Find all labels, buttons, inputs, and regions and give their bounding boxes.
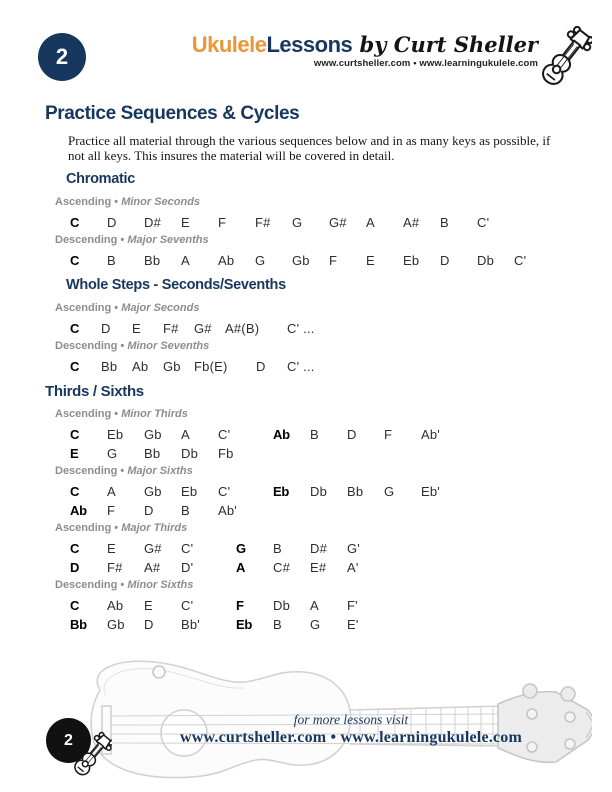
note-cell: A (236, 560, 246, 575)
note-cell: Gb (163, 359, 181, 374)
note-cell: F (107, 503, 116, 518)
footer-ukulele-doodle-icon (70, 730, 112, 784)
section-heading: Chromatic (66, 171, 136, 187)
note-cell: C' (181, 598, 194, 613)
note-cell: Bb (144, 446, 161, 461)
note-cell: Db (310, 484, 328, 499)
note-cell: A#(B) (225, 321, 260, 336)
note-cell: G (310, 617, 321, 632)
note-cell: D (256, 359, 266, 374)
gap-spacer (256, 321, 287, 337)
page-number-badge (38, 33, 86, 81)
sequence-interval: Major Thirds (121, 522, 188, 534)
sequence-label (55, 234, 572, 246)
note-cell: D (144, 503, 154, 518)
note-cell: E (107, 541, 116, 556)
sequence-direction: Ascending (55, 196, 112, 208)
gap-spacer (218, 541, 236, 557)
note-cell: Eb (403, 253, 420, 268)
note-cell: E (132, 321, 141, 336)
note-cell: C' ... (287, 321, 315, 336)
sequence-direction: Descending (55, 234, 118, 246)
note-row (70, 215, 572, 231)
note-cell: D (347, 427, 357, 442)
note-cell: G (107, 446, 118, 461)
note-cell: Bb (70, 617, 87, 632)
note-cell: C (70, 321, 80, 336)
note-cell: D (101, 321, 111, 336)
note-cell: C (70, 427, 80, 442)
sequence-interval: Major Seconds (121, 302, 200, 314)
note-cell: B (440, 215, 449, 230)
note-cell: G (292, 215, 303, 230)
note-cell: E (181, 215, 190, 230)
note-cell: F (329, 253, 338, 268)
sequence-label (55, 340, 572, 352)
note-cell: C (70, 541, 80, 556)
note-cell: D (70, 560, 80, 575)
bullet-separator: • (111, 522, 122, 534)
page-title: Practice Sequences & Cycles (45, 103, 300, 124)
note-cell: F (236, 598, 244, 613)
note-cell: G# (329, 215, 347, 230)
bullet-separator: • (117, 340, 128, 352)
note-cell: Fb (218, 446, 234, 461)
note-cell: B (181, 503, 190, 518)
note-cell: A (310, 598, 319, 613)
intro-paragraph: Practice all material through the various sequences below and in as many keys as possible, if not all keys. This insures the material will be covered in detail. (68, 133, 551, 163)
note-cell: Eb (236, 617, 253, 632)
note-row (70, 541, 572, 557)
sequence-direction: Ascending (55, 302, 112, 314)
note-cell: Gb (144, 484, 162, 499)
note-cell: F# (255, 215, 271, 230)
note-row (70, 484, 572, 500)
note-cell: Gb (107, 617, 125, 632)
bullet-separator: • (111, 196, 122, 208)
sequence-direction: Descending (55, 465, 118, 477)
footer-urls: www.curtsheller.com • www.learningukulele.com (180, 729, 522, 746)
brand-logo (192, 34, 538, 69)
note-row (70, 427, 572, 443)
brand-word-ukulele: Ukulele (191, 32, 267, 57)
note-row (70, 253, 572, 269)
note-cell: Bb (101, 359, 118, 374)
note-cell: Db (273, 598, 291, 613)
note-cell: Ab (273, 427, 290, 442)
note-cell: E# (310, 560, 327, 575)
note-row (70, 359, 572, 375)
note-cell: G (236, 541, 246, 556)
note-cell: C (70, 484, 80, 499)
note-cell: Eb (107, 427, 124, 442)
note-cell: C' (477, 215, 490, 230)
sequence-sections (45, 172, 572, 633)
note-cell: C' (218, 484, 231, 499)
note-cell: G' (347, 541, 360, 556)
note-row (70, 617, 572, 633)
sequence-interval: Minor Thirds (121, 408, 188, 420)
note-cell: A' (347, 560, 359, 575)
note-cell: D (144, 617, 154, 632)
bullet-separator: • (117, 579, 128, 591)
note-cell: D# (144, 215, 162, 230)
brand-word-lessons: Lessons (266, 32, 353, 57)
note-cell: Bb (144, 253, 161, 268)
note-cell: G (255, 253, 266, 268)
gap-spacer (255, 484, 273, 500)
bullet-separator: • (117, 234, 128, 246)
main-content (45, 103, 572, 636)
note-cell: Ab (107, 598, 124, 613)
sequence-label (55, 579, 572, 591)
sequence-label (55, 196, 572, 208)
ukulele-doodle-icon (536, 24, 592, 96)
section-heading: Whole Steps - Seconds/Sevenths (66, 277, 286, 293)
note-cell: D (107, 215, 117, 230)
note-cell: Db (181, 446, 199, 461)
note-cell: D (440, 253, 450, 268)
footer-page-number: 2 (64, 731, 73, 749)
note-cell: E (366, 253, 375, 268)
note-cell: B (107, 253, 116, 268)
note-cell: D' (181, 560, 194, 575)
note-cell: Ab (218, 253, 235, 268)
note-cell: Ab (70, 503, 87, 518)
note-row (70, 503, 572, 519)
footer-tagline: for more lessons visit (293, 712, 409, 727)
section-heading: Thirds / Sixths (45, 383, 144, 400)
page-number: 2 (55, 44, 69, 69)
note-cell: A (181, 427, 190, 442)
sequence-label (55, 302, 572, 314)
note-cell: B (273, 541, 282, 556)
sequence-direction: Descending (55, 340, 118, 352)
note-cell: Ab' (218, 503, 237, 518)
sequence-label (55, 408, 572, 420)
note-cell: Bb (347, 484, 364, 499)
note-cell: F (384, 427, 393, 442)
sequence-label (55, 465, 572, 477)
note-cell: C (70, 253, 80, 268)
note-cell: C' ... (287, 359, 315, 374)
note-row (70, 321, 572, 337)
note-cell: B (273, 617, 282, 632)
gap-spacer (218, 598, 236, 614)
sequence-interval: Minor Sixths (127, 579, 194, 591)
note-cell: E' (347, 617, 359, 632)
note-cell: C# (273, 560, 291, 575)
note-cell: Bb' (181, 617, 200, 632)
sequence-direction: Descending (55, 579, 118, 591)
note-cell: G# (194, 321, 212, 336)
brand-logo-wordmark (192, 34, 538, 56)
note-cell: F' (347, 598, 358, 613)
gap-spacer (218, 560, 236, 576)
note-cell: C (70, 598, 80, 613)
note-cell: F# (163, 321, 179, 336)
note-cell: A (107, 484, 116, 499)
note-row (70, 598, 572, 614)
sequence-direction: Ascending (55, 408, 112, 420)
gap-spacer (255, 427, 273, 443)
note-cell: Eb' (421, 484, 440, 499)
note-cell: A (181, 253, 190, 268)
note-cell: Eb (181, 484, 198, 499)
note-cell: G (384, 484, 395, 499)
note-cell: F# (107, 560, 123, 575)
note-cell: G# (144, 541, 162, 556)
note-cell: A# (144, 560, 161, 575)
note-cell: D# (310, 541, 328, 556)
note-row (70, 560, 572, 576)
note-cell: Fb(E) (194, 359, 228, 374)
note-cell: Gb (292, 253, 310, 268)
note-cell: C' (514, 253, 527, 268)
sequence-interval: Major Sevenths (127, 234, 209, 246)
note-cell: Ab (132, 359, 149, 374)
note-cell: Eb (273, 484, 290, 499)
note-cell: C' (218, 427, 231, 442)
note-cell: Db (477, 253, 495, 268)
bullet-separator: • (111, 408, 122, 420)
note-cell: C (70, 359, 80, 374)
note-cell: A (366, 215, 375, 230)
gap-spacer (225, 359, 256, 375)
note-cell: E (144, 598, 153, 613)
bullet-separator: • (117, 465, 128, 477)
note-cell: B (310, 427, 319, 442)
note-cell: C (70, 215, 80, 230)
note-cell: C' (181, 541, 194, 556)
note-cell: Ab' (421, 427, 440, 442)
note-cell: F (218, 215, 227, 230)
sequence-interval: Minor Seconds (121, 196, 201, 208)
bullet-separator: • (111, 302, 122, 314)
sequence-interval: Major Sixths (127, 465, 193, 477)
sequence-direction: Ascending (55, 522, 112, 534)
gap-spacer (218, 617, 236, 633)
note-cell: E (70, 446, 79, 461)
brand-byline: by Curt Sheller (352, 32, 538, 57)
note-row (70, 446, 572, 462)
sequence-label (55, 522, 572, 534)
note-cell: A# (403, 215, 420, 230)
header-urls: www.curtsheller.com • www.learningukulele.com (313, 58, 538, 69)
note-cell: Gb (144, 427, 162, 442)
sequence-interval: Minor Sevenths (127, 340, 210, 352)
